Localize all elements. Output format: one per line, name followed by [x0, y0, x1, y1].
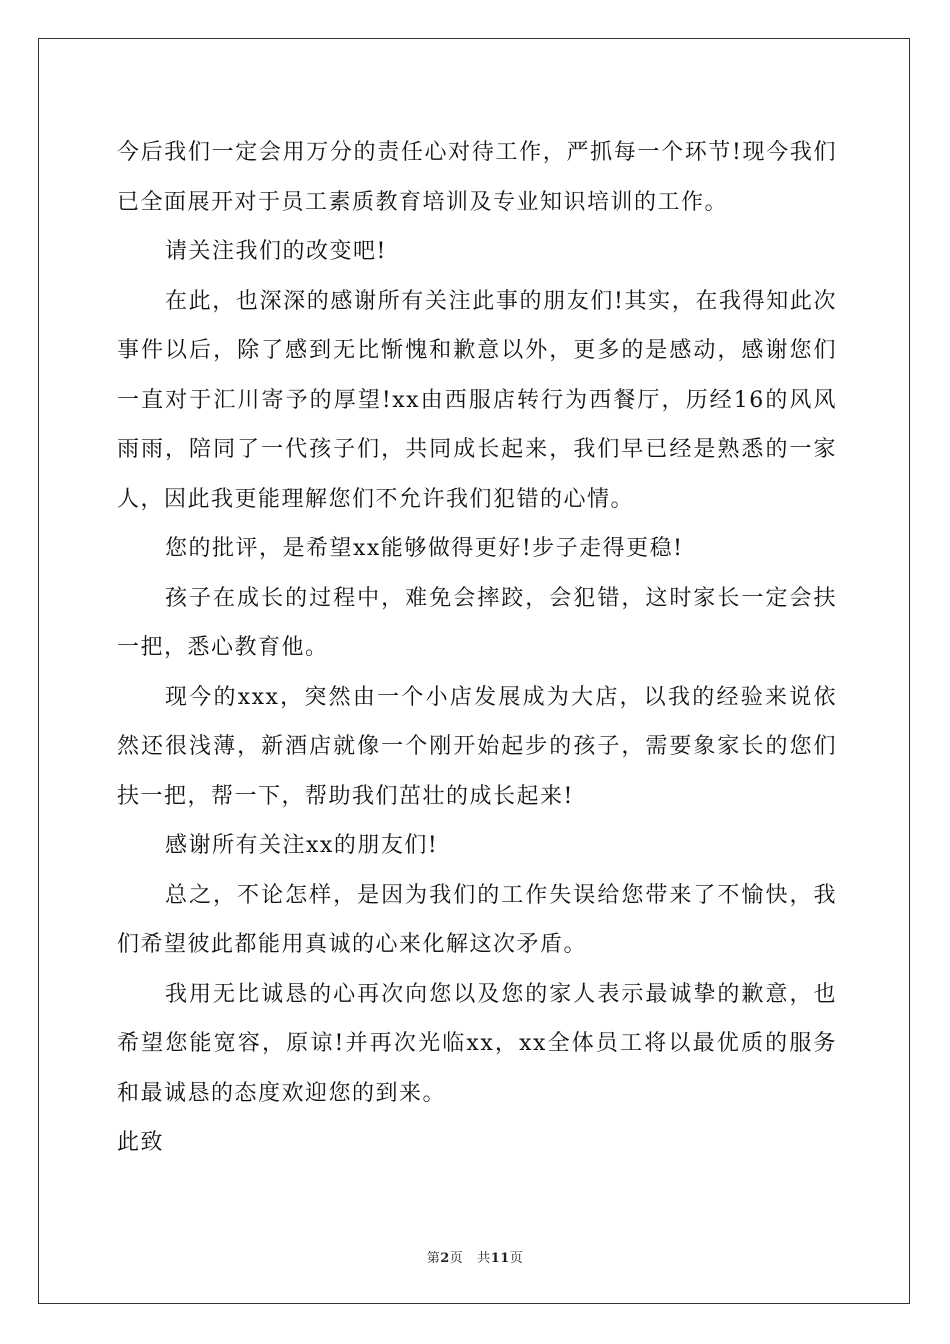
total-pages: 11	[490, 1251, 510, 1266]
paragraph: 我用无比诚恳的心再次向您以及您的家人表示最诚挚的歉意，也希望您能宽容，原谅!并再次光临xx，xx全体员工将以最优质的服务和最诚恳的态度欢迎您的到来。	[117, 981, 837, 1106]
closing-salutation: 此致	[117, 1130, 165, 1155]
footer-total-unit: 页	[509, 1251, 524, 1266]
document-body	[117, 128, 837, 1168]
paragraph: 感谢所有关注xx的朋友们!	[165, 833, 439, 858]
paragraph: 请关注我们的改变吧!	[165, 239, 387, 264]
footer-prefix: 第	[426, 1251, 441, 1266]
paragraph: 今后我们一定会用万分的责任心对待工作，严抓每一个环节!现今我们已全面展开对于员工素质教育培训及专业知识培训的工作。	[117, 140, 837, 215]
footer-total-prefix: 共	[477, 1251, 491, 1266]
footer-page-unit: 页	[449, 1251, 464, 1266]
paragraph: 您的批评，是希望xx能够做得更好!步子走得更稳!	[165, 536, 684, 561]
paragraph: 总之，不论怎样，是因为我们的工作失误给您带来了不愉快，我们希望彼此都能用真诚的心来化解这次矛盾。	[117, 882, 837, 957]
paragraph: 现今的xxx，突然由一个小店发展成为大店，以我的经验来说依然还很浅薄，新酒店就像一个刚开始起步的孩子，需要象家长的您们扶一把，帮一下，帮助我们茁壮的成长起来!	[117, 684, 837, 809]
page-number: 2	[440, 1251, 450, 1266]
paragraph: 孩子在成长的过程中，难免会摔跤，会犯错，这时家长一定会扶一把，悉心教育他。	[117, 585, 837, 660]
page-footer	[0, 1247, 950, 1266]
paragraph: 在此，也深深的感谢所有关注此事的朋友们!其实，在我得知此次事件以后，除了感到无比惭愧和歉意以外，更多的是感动，感谢您们一直对于汇川寄予的厚望!xx由西服店转行为西餐厅，历经16的风风雨雨，陪同了一代孩子们，共同成长起来，我们早已经是熟悉的一家人，因此我更能理解您们不允许我们犯错的心情。	[117, 288, 837, 512]
